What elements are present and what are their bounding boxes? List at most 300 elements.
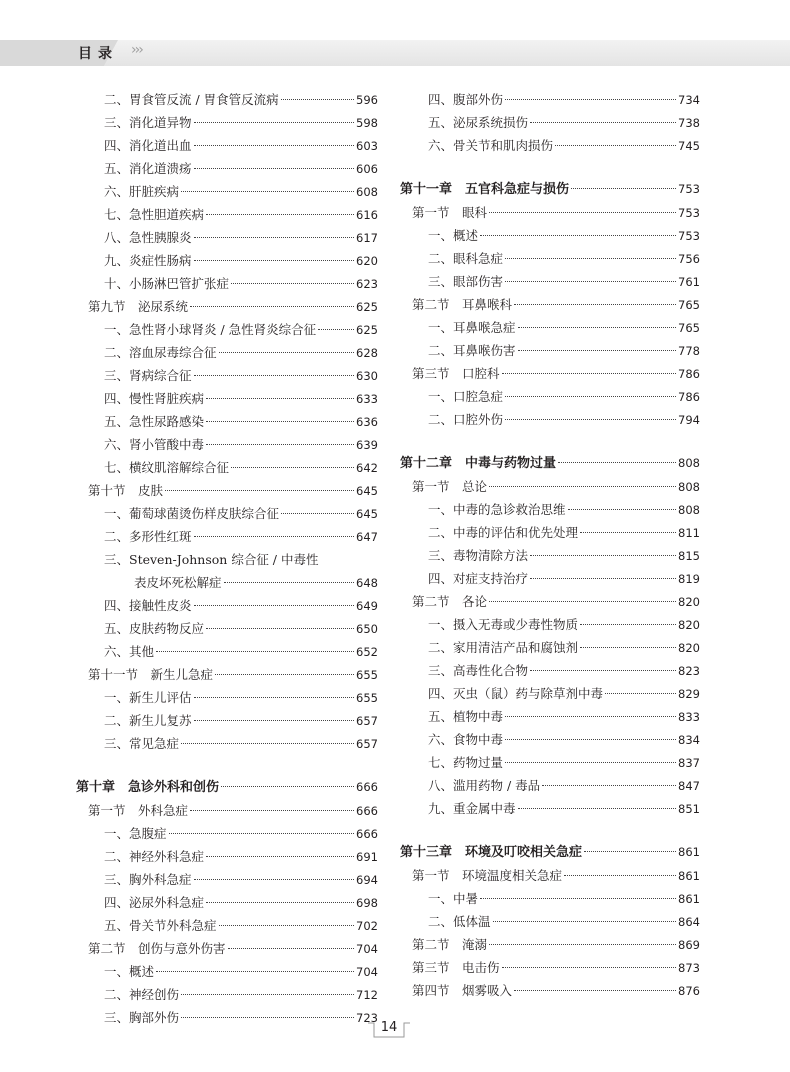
toc-entry-label: 三、Steven-Johnson 综合征 / 中毒性 xyxy=(104,552,319,567)
dot-leader xyxy=(165,490,354,491)
toc-page-number: 630 xyxy=(356,369,378,383)
toc-entry[interactable] xyxy=(76,249,378,272)
dot-leader xyxy=(605,693,676,694)
toc-entry-label: 八、急性胰腺炎 xyxy=(104,230,192,245)
dot-leader xyxy=(558,462,676,463)
toc-entry[interactable] xyxy=(400,224,700,247)
toc-page-number: 639 xyxy=(356,438,378,452)
toc-section[interactable] xyxy=(400,956,700,979)
toc-entry[interactable] xyxy=(76,822,378,845)
toc-entry-label: 六、肝脏疾病 xyxy=(104,184,180,199)
dot-leader xyxy=(502,967,677,968)
toc-page-number: 765 xyxy=(678,321,700,335)
toc-chapter[interactable] xyxy=(400,452,700,475)
toc-entry-label: 十、小肠淋巴管扩张症 xyxy=(104,276,230,291)
toc-section[interactable] xyxy=(400,293,700,316)
toc-entry[interactable] xyxy=(76,387,378,410)
toc-page-number: 657 xyxy=(356,737,378,751)
toc-section[interactable] xyxy=(76,295,378,318)
toc-page-number: 596 xyxy=(356,93,378,107)
toc-page-number: 652 xyxy=(356,645,378,659)
toc-entry[interactable] xyxy=(400,797,700,820)
dot-leader xyxy=(194,260,355,261)
toc-entry-label: 七、药物过量 xyxy=(428,755,504,770)
toc-entry-label: 一、摄入无毒或少毒性物质 xyxy=(428,617,579,632)
toc-entry-label: 二、低体温 xyxy=(428,914,491,929)
toc-entry[interactable] xyxy=(76,640,378,663)
toc-entry-label: 第十二章 中毒与药物过量 xyxy=(400,456,557,471)
toc-page-number: 811 xyxy=(678,526,700,540)
toc-section[interactable] xyxy=(76,799,378,822)
dot-leader xyxy=(194,697,355,698)
toc-entry[interactable] xyxy=(400,774,700,797)
toc-page-number: 647 xyxy=(356,530,378,544)
toc-entry-label: 二、中毒的评估和优先处理 xyxy=(428,525,579,540)
toc-entry-label: 第二节 耳鼻喉科 xyxy=(412,297,513,312)
toc-entry[interactable] xyxy=(400,728,700,751)
dot-leader xyxy=(505,419,676,420)
toc-entry-label: 四、接触性皮炎 xyxy=(104,598,192,613)
toc-entry[interactable] xyxy=(400,521,700,544)
dot-leader xyxy=(530,670,676,671)
toc-page-number: 873 xyxy=(678,961,700,975)
toc-entry-label: 表皮坏死松解症 xyxy=(134,575,222,590)
section-gap xyxy=(400,431,700,452)
dot-leader xyxy=(489,486,676,487)
toc-section[interactable] xyxy=(400,475,700,498)
toc-entry[interactable] xyxy=(76,914,378,937)
toc-entry[interactable] xyxy=(400,498,700,521)
dot-leader xyxy=(518,808,677,809)
toc-page-number: 657 xyxy=(356,714,378,728)
toc-entry-label: 六、肾小管酸中毒 xyxy=(104,437,205,452)
section-gap xyxy=(400,820,700,841)
dot-leader xyxy=(514,304,676,305)
dot-leader xyxy=(206,444,354,445)
toc-page-number: 864 xyxy=(678,915,700,929)
toc-page-number: 666 xyxy=(356,827,378,841)
toc-entry[interactable] xyxy=(76,364,378,387)
dot-leader xyxy=(181,1017,354,1018)
toc-entry[interactable] xyxy=(400,682,700,705)
dot-leader xyxy=(505,281,676,282)
toc-entry[interactable] xyxy=(400,705,700,728)
toc-section[interactable] xyxy=(400,201,700,224)
toc-entry-label: 一、中毒的急诊救治思维 xyxy=(428,502,566,517)
toc-section[interactable] xyxy=(400,979,700,1002)
toc-page-number: 851 xyxy=(678,802,700,816)
dot-leader xyxy=(190,810,354,811)
dot-leader xyxy=(181,743,354,744)
toc-page-number: 738 xyxy=(678,116,700,130)
toc-entry[interactable] xyxy=(400,751,700,774)
toc-page-number: 694 xyxy=(356,873,378,887)
toc-page-number: 704 xyxy=(356,965,378,979)
toc-entry[interactable] xyxy=(76,1006,378,1029)
toc-entry[interactable] xyxy=(76,157,378,180)
dot-leader xyxy=(505,739,676,740)
toc-page-number: 598 xyxy=(356,116,378,130)
toc-page-number: 808 xyxy=(678,480,700,494)
dot-leader xyxy=(505,716,676,717)
toc-page-number: 616 xyxy=(356,208,378,222)
toc-entry-label: 六、骨关节和肌肉损伤 xyxy=(428,138,554,153)
toc-entry[interactable] xyxy=(76,891,378,914)
toc-page-number: 666 xyxy=(356,780,378,794)
toc-section[interactable] xyxy=(400,864,700,887)
dot-leader xyxy=(514,990,676,991)
toc-entry[interactable] xyxy=(400,111,700,134)
toc-page-number: 655 xyxy=(356,668,378,682)
toc-entry-label: 三、肾病综合征 xyxy=(104,368,192,383)
dot-leader xyxy=(530,555,676,556)
toc-entry[interactable] xyxy=(76,502,378,525)
toc-page-number: 648 xyxy=(356,576,378,590)
toc-page-number: 861 xyxy=(678,845,700,859)
dot-leader xyxy=(530,578,676,579)
section-gap xyxy=(400,157,700,178)
toc-entry[interactable] xyxy=(76,845,378,868)
toc-section[interactable] xyxy=(400,590,700,613)
toc-entry-label: 三、胸部外伤 xyxy=(104,1010,180,1025)
dot-leader xyxy=(318,329,354,330)
toc-entry-label: 二、神经创伤 xyxy=(104,987,180,1002)
toc-page-number: 819 xyxy=(678,572,700,586)
dot-leader xyxy=(194,605,355,606)
toc-entry[interactable] xyxy=(76,318,378,341)
dot-leader xyxy=(489,212,676,213)
toc-section[interactable] xyxy=(400,933,700,956)
toc-section[interactable] xyxy=(76,663,378,686)
toc-page-number: 666 xyxy=(356,804,378,818)
toc-entry[interactable] xyxy=(76,272,378,295)
dot-leader xyxy=(281,513,354,514)
toc-entry-label: 四、泌尿外科急症 xyxy=(104,895,205,910)
dot-leader xyxy=(518,350,677,351)
dot-leader xyxy=(221,786,354,787)
toc-page-number: 869 xyxy=(678,938,700,952)
toc-page-number: 753 xyxy=(678,182,700,196)
dot-leader xyxy=(206,856,354,857)
toc-page-number: 745 xyxy=(678,139,700,153)
toc-chapter[interactable] xyxy=(400,841,700,864)
dot-leader xyxy=(489,944,676,945)
toc-page-number: 815 xyxy=(678,549,700,563)
toc-entry-label: 一、口腔急症 xyxy=(428,389,504,404)
toc-right-column xyxy=(400,88,700,1002)
dot-leader xyxy=(505,258,676,259)
toc-entry-label: 五、消化道溃疡 xyxy=(104,161,192,176)
toc-page-number: 655 xyxy=(356,691,378,705)
page-number: 14 xyxy=(380,1020,398,1035)
toc-entry-label: 三、消化道异物 xyxy=(104,115,192,130)
dot-leader xyxy=(190,306,354,307)
toc-entry-label: 一、新生儿评估 xyxy=(104,690,192,705)
toc-entry-label: 二、神经外科急症 xyxy=(104,849,205,864)
toc-entry[interactable] xyxy=(76,134,378,157)
toc-page-number: 734 xyxy=(678,93,700,107)
toc-entry-label: 第四节 烟雾吸入 xyxy=(412,983,513,998)
toc-entry[interactable] xyxy=(400,88,700,111)
dot-leader xyxy=(231,467,354,468)
toc-entry-label: 四、消化道出血 xyxy=(104,138,192,153)
toc-page-number: 623 xyxy=(356,277,378,291)
toc-section[interactable] xyxy=(400,362,700,385)
toc-page-number: 778 xyxy=(678,344,700,358)
toc-entry-label: 一、耳鼻喉急症 xyxy=(428,320,516,335)
toc-entry[interactable] xyxy=(76,525,378,548)
chevron-right-icon: ››› xyxy=(131,42,142,58)
toc-entry-label: 三、胸外科急症 xyxy=(104,872,192,887)
dot-leader xyxy=(505,396,676,397)
toc-page-number: 723 xyxy=(356,1011,378,1025)
header-band xyxy=(0,40,790,66)
dot-leader xyxy=(181,994,354,995)
toc-entry-label: 第十节 皮肤 xyxy=(88,483,164,498)
toc-entry-label: 四、灭虫（鼠）药与除草剂中毒 xyxy=(428,686,604,701)
toc-page-number: 847 xyxy=(678,779,700,793)
toc-entry-label: 三、眼部伤害 xyxy=(428,274,504,289)
toc-entry-label: 第十一节 新生儿急症 xyxy=(88,667,214,682)
toc-section[interactable] xyxy=(76,479,378,502)
toc-page-number: 712 xyxy=(356,988,378,1002)
toc-section[interactable] xyxy=(76,937,378,960)
toc-entry-label: 五、泌尿系统损伤 xyxy=(428,115,529,130)
toc-entry[interactable] xyxy=(400,544,700,567)
dot-leader xyxy=(215,674,354,675)
toc-page-number: 691 xyxy=(356,850,378,864)
toc-entry-label: 第二节 创伤与意外伤害 xyxy=(88,941,226,956)
toc-entry[interactable] xyxy=(400,613,700,636)
toc-page-number: 606 xyxy=(356,162,378,176)
page-number-badge xyxy=(364,1019,414,1043)
toc-entry-label: 一、中暑 xyxy=(428,891,479,906)
dot-leader xyxy=(580,647,676,648)
dot-leader xyxy=(564,875,676,876)
toc-entry-label: 六、其他 xyxy=(104,644,155,659)
toc-page-number: 837 xyxy=(678,756,700,770)
dot-leader xyxy=(194,375,355,376)
toc-page-number: 704 xyxy=(356,942,378,956)
toc-entry[interactable] xyxy=(76,960,378,983)
toc-entry-label: 二、口腔外伤 xyxy=(428,412,504,427)
toc-entry-label: 二、胃食管反流 / 胃食管反流病 xyxy=(104,92,279,107)
toc-left-column xyxy=(76,88,378,1029)
toc-page-number: 753 xyxy=(678,206,700,220)
toc-entry[interactable] xyxy=(76,226,378,249)
dot-leader xyxy=(571,188,676,189)
toc-entry-label: 三、常见急症 xyxy=(104,736,180,751)
toc-entry[interactable] xyxy=(76,732,378,755)
dot-leader xyxy=(489,601,676,602)
toc-entry-label: 五、骨关节外科急症 xyxy=(104,918,217,933)
toc-page-number: 834 xyxy=(678,733,700,747)
toc-page-number: 617 xyxy=(356,231,378,245)
toc-entry-label: 三、高毒性化合物 xyxy=(428,663,529,678)
dot-leader xyxy=(568,509,677,510)
toc-entry-label: 一、概述 xyxy=(428,228,479,243)
toc-entry[interactable] xyxy=(76,983,378,1006)
toc-page-number: 633 xyxy=(356,392,378,406)
toc-entry[interactable] xyxy=(400,316,700,339)
toc-page-number: 786 xyxy=(678,390,700,404)
dot-leader xyxy=(505,99,676,100)
toc-entry[interactable] xyxy=(76,594,378,617)
toc-entry-label: 二、眼科急症 xyxy=(428,251,504,266)
toc-entry[interactable] xyxy=(76,617,378,640)
dot-leader xyxy=(224,582,355,583)
toc-entry-label: 九、炎症性肠病 xyxy=(104,253,192,268)
toc-page-number: 786 xyxy=(678,367,700,381)
dot-leader xyxy=(219,352,355,353)
toc-entry[interactable] xyxy=(400,247,700,270)
toc-page-number: 753 xyxy=(678,229,700,243)
toc-page-number: 636 xyxy=(356,415,378,429)
dot-leader xyxy=(194,122,355,123)
section-gap xyxy=(76,755,378,776)
toc-page-number: 603 xyxy=(356,139,378,153)
toc-entry[interactable] xyxy=(400,659,700,682)
toc-entry-label: 五、皮肤药物反应 xyxy=(104,621,205,636)
toc-entry[interactable] xyxy=(76,433,378,456)
toc-entry[interactable] xyxy=(76,111,378,134)
dot-leader xyxy=(206,421,354,422)
toc-entry-label: 四、对症支持治疗 xyxy=(428,571,529,586)
toc-page-number: 625 xyxy=(356,323,378,337)
toc-page-number: 645 xyxy=(356,507,378,521)
toc-entry[interactable] xyxy=(400,910,700,933)
dot-leader xyxy=(542,785,676,786)
dot-leader xyxy=(530,122,676,123)
toc-page-number: 645 xyxy=(356,484,378,498)
toc-entry-label: 二、耳鼻喉伤害 xyxy=(428,343,516,358)
toc-entry-label: 二、新生儿复苏 xyxy=(104,713,192,728)
toc-page-number: 820 xyxy=(678,641,700,655)
dot-leader xyxy=(555,145,676,146)
dot-leader xyxy=(156,651,354,652)
dot-leader xyxy=(518,327,677,328)
toc-page-number: 794 xyxy=(678,413,700,427)
dot-leader xyxy=(502,373,677,374)
dot-leader xyxy=(194,879,355,880)
toc-page-number: 756 xyxy=(678,252,700,266)
toc-page-number: 808 xyxy=(678,503,700,517)
toc-entry[interactable] xyxy=(76,868,378,891)
toc-entry[interactable] xyxy=(400,408,700,431)
dot-leader xyxy=(194,145,355,146)
dot-leader xyxy=(584,851,676,852)
toc-page-number: 765 xyxy=(678,298,700,312)
toc-entry-continuation[interactable] xyxy=(76,571,378,594)
toc-entry[interactable] xyxy=(76,88,378,111)
toc-entry-label: 五、急性尿路感染 xyxy=(104,414,205,429)
toc-entry[interactable] xyxy=(76,456,378,479)
dot-leader xyxy=(206,902,354,903)
dot-leader xyxy=(194,720,355,721)
dot-leader xyxy=(156,971,354,972)
toc-entry[interactable] xyxy=(400,270,700,293)
toc-entry[interactable] xyxy=(76,686,378,709)
toc-entry[interactable] xyxy=(400,385,700,408)
toc-page-number: 625 xyxy=(356,300,378,314)
toc-chapter[interactable] xyxy=(400,178,700,201)
dot-leader xyxy=(181,191,354,192)
toc-entry-label: 八、滥用药物 / 毒品 xyxy=(428,778,541,793)
toc-page-number: 833 xyxy=(678,710,700,724)
dot-leader xyxy=(480,235,676,236)
toc-entry-label: 一、急腹症 xyxy=(104,826,167,841)
page-header-title: 目录 xyxy=(78,46,118,62)
toc-entry-label: 第一节 总论 xyxy=(412,479,488,494)
toc-entry-label: 第二节 淹溺 xyxy=(412,937,488,952)
toc-chapter[interactable] xyxy=(76,776,378,799)
toc-entry-label: 第十章 急诊外科和创伤 xyxy=(76,780,220,795)
dot-leader xyxy=(580,624,676,625)
toc-entry[interactable] xyxy=(76,203,378,226)
toc-page-number: 823 xyxy=(678,664,700,678)
toc-entry-label: 二、多形性红斑 xyxy=(104,529,192,544)
dot-leader xyxy=(194,536,355,537)
dot-leader xyxy=(206,628,354,629)
toc-entry-label: 第十一章 五官科急症与损伤 xyxy=(400,182,570,197)
toc-entry-label: 一、急性肾小球肾炎 / 急性肾炎综合征 xyxy=(104,322,317,337)
toc-entry[interactable] xyxy=(76,548,378,571)
toc-entry[interactable] xyxy=(76,709,378,732)
dot-leader xyxy=(206,398,354,399)
toc-entry[interactable] xyxy=(76,180,378,203)
dot-leader xyxy=(580,532,676,533)
toc-page-number: 642 xyxy=(356,461,378,475)
toc-entry-label: 第一节 外科急症 xyxy=(88,803,189,818)
toc-page-number: 829 xyxy=(678,687,700,701)
toc-page-number: 702 xyxy=(356,919,378,933)
toc-entry[interactable] xyxy=(76,410,378,433)
dot-leader xyxy=(228,948,355,949)
toc-page-number: 820 xyxy=(678,618,700,632)
toc-page-number: 861 xyxy=(678,869,700,883)
dot-leader xyxy=(493,921,677,922)
toc-entry-label: 第二节 各论 xyxy=(412,594,488,609)
toc-page-number: 649 xyxy=(356,599,378,613)
toc-entry-label: 七、急性胆道疾病 xyxy=(104,207,205,222)
toc-page-number: 608 xyxy=(356,185,378,199)
toc-entry-label: 一、概述 xyxy=(104,964,155,979)
toc-page-number: 628 xyxy=(356,346,378,360)
toc-page-number: 620 xyxy=(356,254,378,268)
toc-entry[interactable] xyxy=(400,636,700,659)
toc-entry-label: 第十三章 环境及叮咬相关急症 xyxy=(400,845,583,860)
dot-leader xyxy=(169,833,355,834)
toc-entry[interactable] xyxy=(400,134,700,157)
toc-entry[interactable] xyxy=(76,341,378,364)
toc-entry-label: 第一节 眼科 xyxy=(412,205,488,220)
toc-page-number: 861 xyxy=(678,892,700,906)
toc-entry-label: 四、腹部外伤 xyxy=(428,92,504,107)
dot-leader xyxy=(194,237,355,238)
toc-entry[interactable] xyxy=(400,887,700,910)
toc-entry-label: 二、溶血尿毒综合征 xyxy=(104,345,217,360)
toc-page-number: 761 xyxy=(678,275,700,289)
toc-page-number: 876 xyxy=(678,984,700,998)
toc-entry[interactable] xyxy=(400,567,700,590)
toc-page-number: 808 xyxy=(678,456,700,470)
dot-leader xyxy=(219,925,355,926)
toc-entry[interactable] xyxy=(400,339,700,362)
toc-entry-label: 九、重金属中毒 xyxy=(428,801,516,816)
toc-entry-label: 二、家用清洁产品和腐蚀剂 xyxy=(428,640,579,655)
toc-entry-label: 七、横纹肌溶解综合征 xyxy=(104,460,230,475)
dot-leader xyxy=(505,762,676,763)
